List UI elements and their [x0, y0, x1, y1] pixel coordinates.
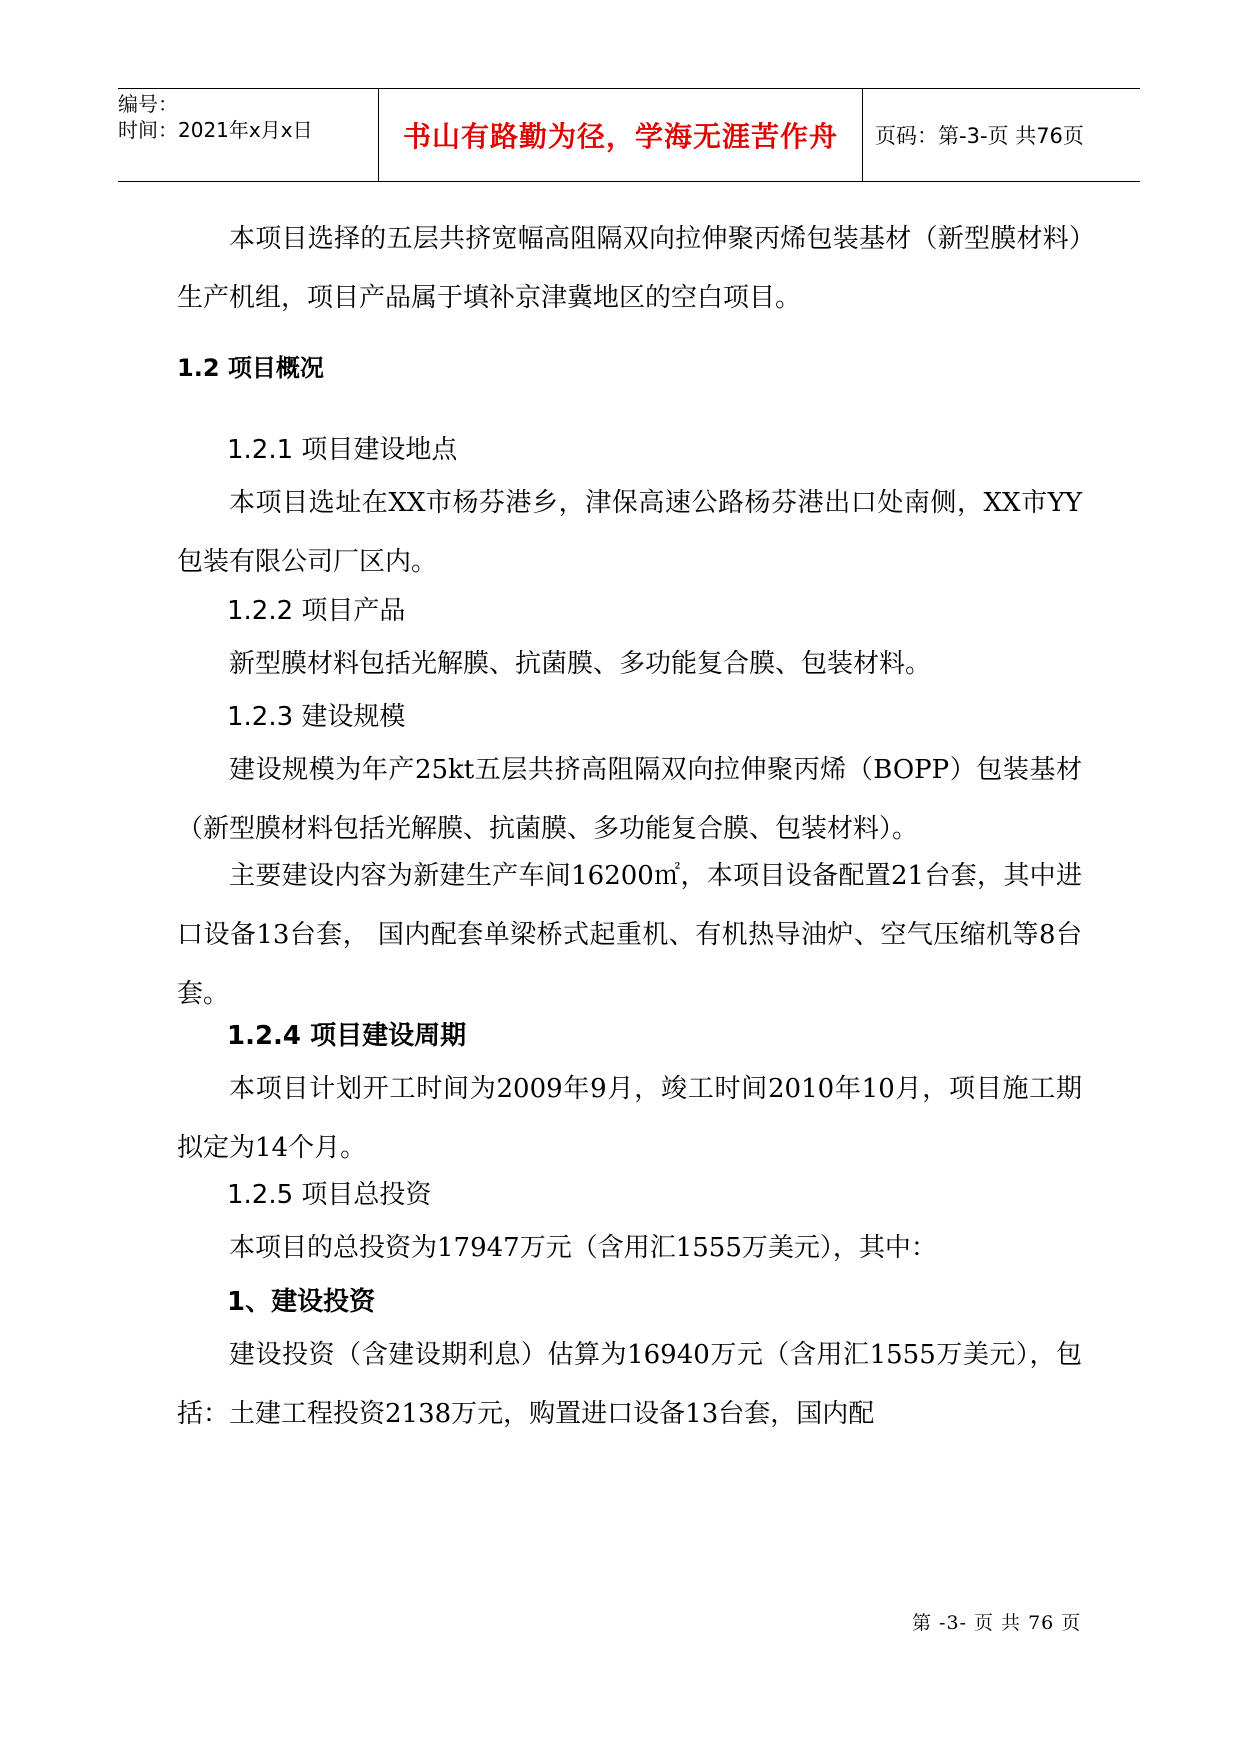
intro-paragraph: 本项目选择的五层共挤宽幅高阻隔双向拉伸聚丙烯包装基材（新型膜材料）生产机组，项目产品属于填补京津冀地区的空白项目。 — [177, 224, 1082, 313]
document-date: 时间：2021年x月x日 — [118, 118, 313, 142]
header-motto: 书山有路勤为径，学海无涯苦作舟 — [379, 89, 863, 181]
header-page-info: 页码：第-3-页 共76页 — [875, 124, 1084, 148]
location-paragraph: 本项目选址在XX市杨芬港乡，津保高速公路杨芬港出口处南侧，XX市YY包装有限公司厂区内。 — [177, 488, 1082, 577]
construction-content-paragraph: 主要建设内容为新建生产车间16200㎡，本项目设备配置21台套，其中进口设备13台套， 国内配套单梁桥式起重机、有机热导油炉、空气压缩机等8台套。 — [177, 861, 1082, 1009]
scale-paragraph: 建设规模为年产25kt五层共挤高阻隔双向拉伸聚丙烯（BOPP）包装基材（新型膜材料包括光解膜、抗菌膜、多功能复合膜、包装材料）。 — [177, 755, 1082, 844]
product-paragraph: 新型膜材料包括光解膜、抗菌膜、多功能复合膜、包装材料。 — [229, 649, 932, 679]
section-heading-1-2: 1.2 项目概况 — [177, 354, 324, 382]
construction-investment-title: 1、建设投资 — [227, 1287, 376, 1317]
subsection-title-1-2-5: 1.2.5 项目总投资 — [227, 1180, 432, 1210]
subsection-title-1-2-3: 1.2.3 建设规模 — [227, 702, 406, 732]
subsection-title-1-2-2: 1.2.2 项目产品 — [227, 596, 406, 626]
page-header — [118, 88, 1140, 182]
document-number-label: 编号： — [118, 92, 178, 116]
construction-investment-paragraph: 建设投资（含建设期利息）估算为16940万元（含用汇1555万美元），包括：土建工程投资2138万元，购置进口设备13台套，国内配 — [177, 1340, 1082, 1429]
subsection-title-1-2-1: 1.2.1 项目建设地点 — [227, 435, 458, 465]
schedule-paragraph: 本项目计划开工时间为2009年9月，竣工时间2010年10月，项目施工期拟定为14个月。 — [177, 1074, 1082, 1163]
header-meta — [118, 89, 379, 181]
investment-paragraph: 本项目的总投资为17947万元（含用汇1555万美元），其中： — [229, 1233, 937, 1263]
subsection-title-1-2-4: 1.2.4 项目建设周期 — [227, 1021, 467, 1051]
page-footer: 第 -3- 页 共 76 页 — [912, 1612, 1082, 1634]
